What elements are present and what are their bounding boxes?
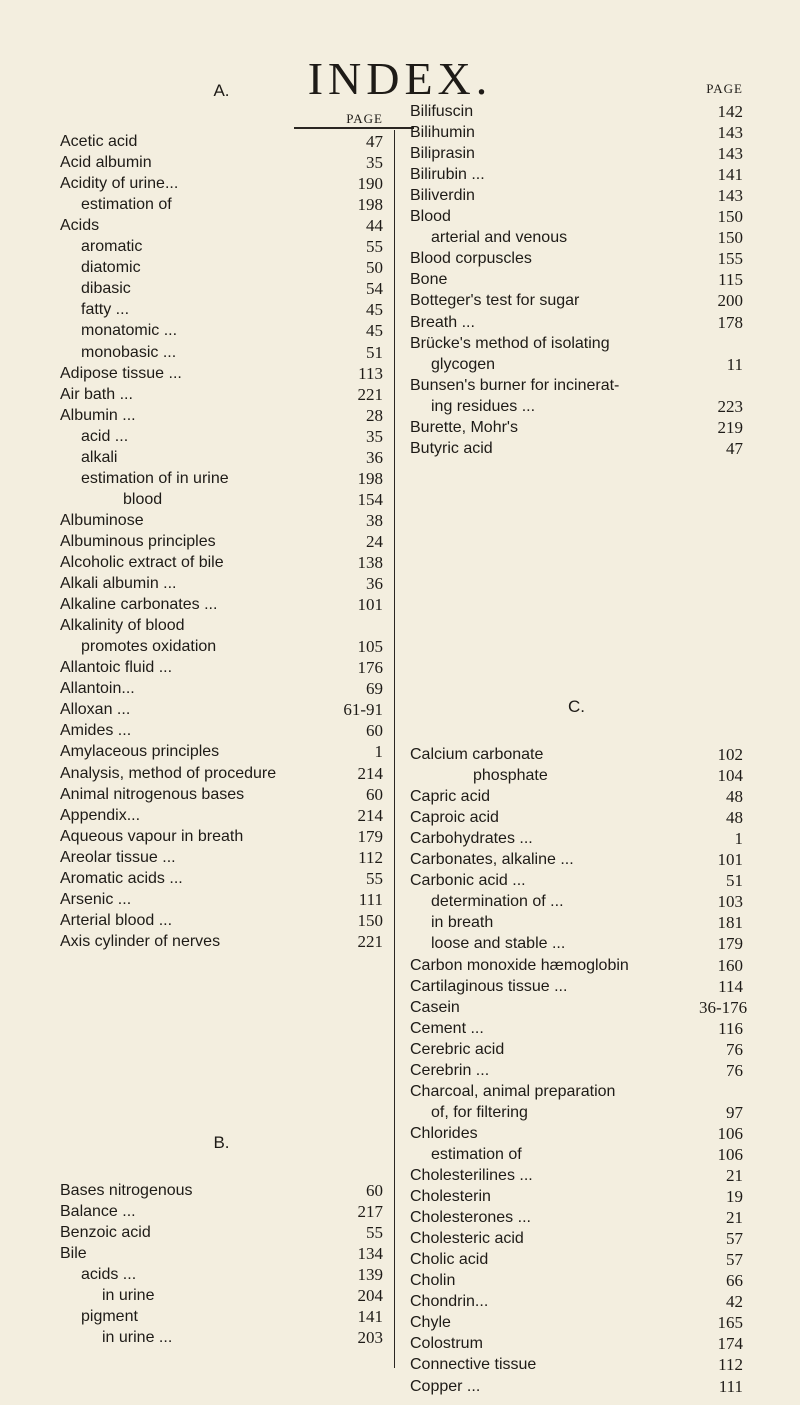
entry-term: ing residues ... [431, 397, 536, 415]
entry-term: blood [123, 490, 163, 508]
index-entry [60, 742, 383, 762]
index-entry [410, 934, 743, 954]
index-entry [410, 1377, 743, 1397]
entry-term: Areolar tissue ... [60, 848, 176, 866]
index-entry [60, 427, 383, 447]
index-entry [410, 1166, 743, 1186]
title-rule [294, 127, 414, 129]
index-entry [60, 827, 383, 847]
entry-term: Aromatic acids ... [60, 869, 183, 887]
entry-page: 115 [718, 270, 743, 290]
index-entry [60, 848, 383, 868]
entry-page: 55 [366, 868, 383, 888]
entry-term: Allantoic fluid ... [60, 659, 173, 677]
index-entry [410, 418, 743, 438]
entry-term: Bases nitrogenous [60, 1182, 193, 1199]
entry-page: 36-176 [699, 997, 748, 1017]
entry-term: Adipose tissue ... [60, 364, 182, 382]
entry-page: 204 [357, 1286, 383, 1306]
entry-page: 28 [366, 405, 383, 425]
entry-page: 21 [726, 1208, 743, 1228]
index-entry [410, 313, 743, 333]
index-entry [60, 195, 383, 215]
entry-term: glycogen [431, 355, 496, 373]
entry-page: 57 [726, 1229, 743, 1249]
entry-page: 143 [717, 123, 743, 143]
entry-page: 190 [357, 174, 383, 194]
entry-term: Amides ... [60, 722, 132, 740]
index-entry [410, 291, 743, 311]
index-entry [410, 334, 743, 354]
entry-term: Cerebric acid [410, 1040, 505, 1058]
index-entry [410, 808, 743, 828]
entry-term: Acetic acid [60, 133, 138, 150]
entry-term: Bilihumin [410, 124, 475, 142]
entry-term: estimation of [431, 1145, 522, 1163]
entry-term: Bilifuscin [410, 103, 474, 120]
entry-term: in urine ... [102, 1329, 173, 1347]
entry-page: 35 [366, 426, 383, 446]
index-entry [60, 764, 383, 784]
entry-page: 102 [717, 745, 743, 764]
entry-term: Carbonates, alkaline ... [410, 851, 574, 869]
section-letter: B. [213, 1133, 230, 1152]
entry-term: Casein [410, 998, 460, 1016]
entry-page: 38 [366, 510, 383, 530]
entry-term: Benzoic acid [60, 1224, 151, 1242]
entry-page: 219 [717, 417, 743, 437]
entry-page: 51 [366, 342, 383, 362]
entry-page: 48 [726, 808, 743, 828]
entry-page: 47 [726, 438, 743, 458]
index-entry [410, 270, 743, 290]
entry-page: 54 [366, 279, 383, 299]
index-entry [410, 913, 743, 933]
entry-page: 181 [717, 913, 743, 933]
entry-term: dibasic [81, 280, 131, 298]
index-entry [60, 595, 383, 615]
index-entry [410, 1208, 743, 1228]
index-entry [410, 376, 743, 396]
entry-page: 203 [357, 1328, 383, 1348]
index-entry [60, 679, 383, 699]
entry-page: 48 [726, 787, 743, 807]
index-entry [60, 237, 383, 257]
entry-page: 60 [366, 1181, 383, 1200]
page-title: INDEX. [307, 53, 493, 104]
entry-term: Colostrum [410, 1335, 483, 1353]
entry-term: Arterial blood ... [60, 911, 173, 929]
index-entry [60, 553, 383, 573]
entry-page: 111 [718, 1376, 743, 1396]
entry-page: 24 [366, 531, 383, 551]
index-entry [60, 721, 383, 741]
entry-page: 116 [718, 1018, 743, 1038]
index-entry [60, 574, 383, 594]
index-entry [410, 1145, 743, 1165]
entry-page: 214 [357, 763, 383, 783]
entry-page: 35 [366, 153, 383, 173]
index-entry [410, 186, 743, 206]
entry-term: arterial and venous [431, 229, 568, 247]
entry-page: 174 [717, 1334, 743, 1354]
entry-term: Analysis, method of procedure [60, 764, 277, 782]
index-entry [60, 216, 383, 236]
index-entry [410, 1040, 743, 1060]
index-entry [410, 144, 743, 164]
index-entry [410, 249, 743, 269]
index-entry [410, 997, 748, 1018]
entry-page: 165 [717, 1313, 743, 1333]
entry-term: loose and stable ... [431, 935, 566, 953]
entry-term: Amylaceous principles [60, 743, 220, 761]
entry-page: 55 [366, 1223, 383, 1243]
index-entry [60, 1307, 383, 1327]
entry-page: 113 [358, 363, 383, 383]
index-entry [410, 397, 743, 417]
index-entry [410, 207, 743, 227]
entry-page: 150 [717, 228, 743, 248]
entry-term: Blood [410, 208, 451, 226]
entry-page: 103 [717, 892, 743, 912]
entry-page: 69 [366, 679, 383, 699]
index-entry [410, 892, 743, 912]
entry-term: Aqueous vapour in breath [60, 827, 244, 845]
entry-term: diatomic [81, 259, 141, 277]
entry-term: Bone [410, 271, 448, 289]
entry-term: Acids [60, 217, 100, 235]
entry-term: Albumin ... [60, 406, 136, 424]
entry-term: Caproic acid [410, 809, 499, 827]
entry-page: 155 [717, 249, 743, 269]
entry-page: 198 [357, 195, 383, 215]
entry-page: 112 [358, 847, 383, 867]
entry-term: Biliprasin [410, 145, 475, 163]
index-entry [60, 616, 383, 636]
entry-term: Blood corpuscles [410, 250, 532, 268]
entry-term: monobasic ... [81, 343, 177, 361]
entry-term: Cholesteric acid [410, 1230, 524, 1248]
entry-term: monatomic ... [81, 322, 178, 340]
entry-term: Air bath ... [60, 385, 133, 403]
entry-term: Connective tissue [410, 1356, 537, 1374]
entry-page: 19 [726, 1187, 743, 1207]
index-entry [410, 1124, 743, 1144]
entry-term: Appendix... [60, 806, 141, 824]
index-entry [60, 532, 383, 552]
entry-page: 36 [366, 447, 383, 467]
index-entry [60, 132, 383, 152]
entry-page: 221 [357, 384, 383, 404]
index-entry [60, 153, 383, 173]
index-entry [410, 123, 743, 143]
entry-page: 223 [717, 396, 743, 416]
index-entry [410, 1103, 743, 1123]
index-entry [410, 787, 743, 807]
column-divider [394, 130, 395, 1368]
entry-term: Burette, Mohr's [410, 418, 518, 436]
entry-term: Butyric acid [410, 439, 493, 457]
entry-page: 61-91 [343, 700, 383, 720]
entry-page: 101 [717, 850, 743, 870]
entry-term: Axis cylinder of nerves [60, 932, 221, 950]
entry-page: 154 [357, 489, 383, 509]
entry-page: 45 [366, 321, 383, 341]
index-entry [410, 1355, 743, 1375]
entry-term: Cartilaginous tissue ... [410, 977, 568, 995]
index-entry [60, 700, 383, 720]
entry-term: determination of ... [431, 893, 564, 911]
index-entry [60, 385, 383, 405]
entry-page: 42 [726, 1292, 743, 1312]
entry-page: 60 [366, 721, 383, 741]
index-entry [60, 1181, 383, 1201]
index-entry [60, 806, 383, 826]
entry-term: phosphate [473, 767, 548, 785]
entry-term: Carbon monoxide hæmoglobin [410, 956, 629, 974]
entry-term: Capric acid [410, 788, 491, 806]
index-entry [60, 1265, 383, 1285]
entry-term: fatty ... [81, 301, 130, 319]
entry-page: 106 [717, 1123, 743, 1143]
entry-page: 134 [357, 1244, 383, 1264]
entry-term: Alcoholic extract of bile [60, 554, 224, 571]
entry-page: 214 [357, 805, 383, 825]
index-entry [60, 890, 383, 910]
entry-page: 76 [726, 1060, 743, 1080]
index-entry [60, 511, 383, 531]
index-entry [60, 490, 383, 510]
entry-term: Cholic acid [410, 1251, 489, 1269]
entry-page: 179 [717, 934, 743, 954]
entry-term: in breath [431, 914, 494, 932]
entry-page: 106 [717, 1144, 743, 1164]
entry-term: Charcoal, animal preparation [410, 1082, 616, 1100]
entry-page: 142 [717, 102, 743, 121]
entry-page: 221 [357, 931, 383, 951]
entry-page: 150 [717, 207, 743, 227]
entry-term: Alkaline carbonates ... [60, 596, 218, 614]
entry-page: 21 [726, 1166, 743, 1185]
entry-term: Chyle [410, 1314, 451, 1332]
index-entry [410, 1061, 743, 1081]
entry-page: 1 [734, 829, 743, 849]
entry-page: 66 [726, 1271, 743, 1291]
entry-term: Cholesterilines ... [410, 1167, 533, 1184]
entry-page: 1 [374, 742, 383, 762]
index-entry [60, 343, 383, 363]
entry-page: 11 [726, 354, 743, 374]
entry-term: estimation of in urine [81, 469, 229, 487]
entry-term: Brücke's method of isolating [410, 334, 610, 352]
entry-term: promotes oxidation [81, 638, 217, 656]
index-entry [60, 406, 383, 426]
entry-page: 57 [726, 1250, 743, 1270]
entry-page: 217 [357, 1202, 383, 1222]
entry-term: Cholesterin [410, 1188, 491, 1206]
index-entry [410, 829, 743, 849]
index-entry [410, 1229, 743, 1249]
index-entry [60, 869, 383, 889]
section-letter: C. [568, 697, 585, 716]
entry-page: 45 [366, 300, 383, 320]
entry-term: Chondrin... [410, 1293, 489, 1311]
entry-page: 112 [718, 1355, 743, 1375]
entry-page: 55 [366, 237, 383, 257]
entry-term: Alloxan ... [60, 701, 131, 719]
entry-term: Allantoin... [60, 680, 135, 698]
entry-term: acids ... [81, 1266, 137, 1284]
index-entry [410, 228, 743, 248]
entry-term: Bilirubin ... [410, 166, 485, 184]
entry-page: 44 [366, 216, 383, 236]
entry-term: pigment [81, 1308, 138, 1326]
index-entry [410, 1292, 743, 1312]
entry-page: 104 [717, 766, 743, 786]
index-entry [60, 258, 383, 278]
entry-page: 51 [726, 871, 743, 891]
index-entry [410, 956, 743, 976]
index-entry [410, 745, 743, 765]
entry-term: alkali [81, 448, 118, 466]
index-entry [410, 766, 743, 786]
index-entry [60, 1328, 383, 1348]
index-entry [60, 448, 383, 468]
index-entry [410, 1019, 743, 1039]
entry-term: of, for filtering [431, 1103, 528, 1121]
index-entry [410, 439, 743, 459]
index-entry [60, 911, 383, 931]
entry-term: Breath ... [410, 313, 475, 331]
index-entry [410, 1313, 743, 1333]
index-entry [60, 1202, 383, 1222]
entry-term: Bunsen's burner for incinerat- [410, 376, 620, 394]
entry-page: 60 [366, 784, 383, 804]
entry-term: Albuminous principles [60, 532, 216, 550]
entry-page: 76 [726, 1039, 743, 1059]
entry-page: 179 [357, 826, 383, 846]
entry-page: 50 [366, 258, 383, 278]
index-entry [410, 850, 743, 870]
entry-page: 160 [717, 955, 743, 975]
entry-page: 105 [357, 637, 383, 657]
entry-page: 141 [717, 165, 743, 185]
entry-page: 139 [357, 1265, 383, 1285]
index-entry [410, 355, 743, 375]
index-entry [410, 102, 743, 122]
index-entry [60, 1223, 383, 1243]
entry-term: acid ... [81, 427, 129, 445]
entry-term: Acidity of urine... [60, 175, 179, 193]
entry-page: 141 [357, 1307, 383, 1327]
section-letter: A. [213, 81, 230, 100]
entry-term: in urine [102, 1287, 155, 1305]
entry-term: Cholin [410, 1272, 456, 1290]
entry-page: 47 [366, 132, 383, 151]
entry-term: aromatic [81, 238, 143, 256]
index-entry [410, 1250, 743, 1270]
index-entry [60, 637, 383, 657]
entry-page: 111 [358, 889, 383, 909]
entry-term: Copper ... [410, 1377, 481, 1395]
entry-term: Arsenic ... [60, 890, 132, 908]
index-entry [410, 1271, 743, 1291]
entry-term: Cholesterones ... [410, 1209, 531, 1227]
entry-term: Cement ... [410, 1019, 484, 1037]
entry-term: Carbonic acid ... [410, 872, 526, 890]
entry-term: Calcium carbonate [410, 746, 544, 763]
index-entry [60, 364, 383, 384]
entry-page: 200 [717, 291, 743, 311]
entry-term: Botteger's test for sugar [410, 292, 580, 310]
entry-page: 198 [357, 468, 383, 488]
entry-term: Chlorides [410, 1124, 478, 1142]
entry-page: 138 [357, 553, 383, 572]
entry-page: 97 [726, 1102, 743, 1122]
index-entry [60, 300, 383, 320]
index-entry [410, 1187, 743, 1207]
index-entry [410, 977, 743, 997]
page-column-header: PAGE [346, 111, 383, 126]
index-entry [60, 469, 383, 489]
index-entry [60, 321, 383, 341]
entry-page: 143 [717, 144, 743, 164]
index-entry [410, 165, 743, 185]
entry-term: Alkalinity of blood [60, 617, 185, 635]
index-entry [60, 1244, 383, 1264]
entry-page: 101 [357, 595, 383, 615]
entry-page: 114 [718, 976, 743, 996]
index-entry [60, 1286, 383, 1306]
index-entry [60, 785, 383, 805]
index-entry [410, 871, 743, 891]
entry-term: Albuminose [60, 511, 144, 529]
entry-page: 143 [717, 186, 743, 206]
entry-term: Balance ... [60, 1203, 136, 1221]
entry-term: Animal nitrogenous bases [60, 785, 245, 803]
entry-term: Carbohydrates ... [410, 830, 533, 848]
entry-term: Cerebrin ... [410, 1061, 490, 1079]
entry-term: estimation of [81, 196, 172, 214]
entry-term: Biliverdin [410, 187, 475, 205]
index-entry [60, 279, 383, 299]
index-entry [410, 1334, 743, 1354]
entry-page: 178 [717, 312, 743, 332]
index-entry [60, 658, 383, 678]
index-entry [410, 1082, 743, 1102]
entry-page: 150 [357, 910, 383, 930]
index-entry [60, 174, 383, 194]
entry-page: 36 [366, 574, 383, 594]
entry-term: Alkali albumin ... [60, 575, 177, 593]
entry-page: 176 [357, 658, 383, 678]
entry-term: Acid albumin [60, 154, 152, 172]
index-entry [60, 932, 383, 952]
page-column-header: PAGE [706, 81, 743, 96]
entry-term: Bile [60, 1245, 87, 1263]
